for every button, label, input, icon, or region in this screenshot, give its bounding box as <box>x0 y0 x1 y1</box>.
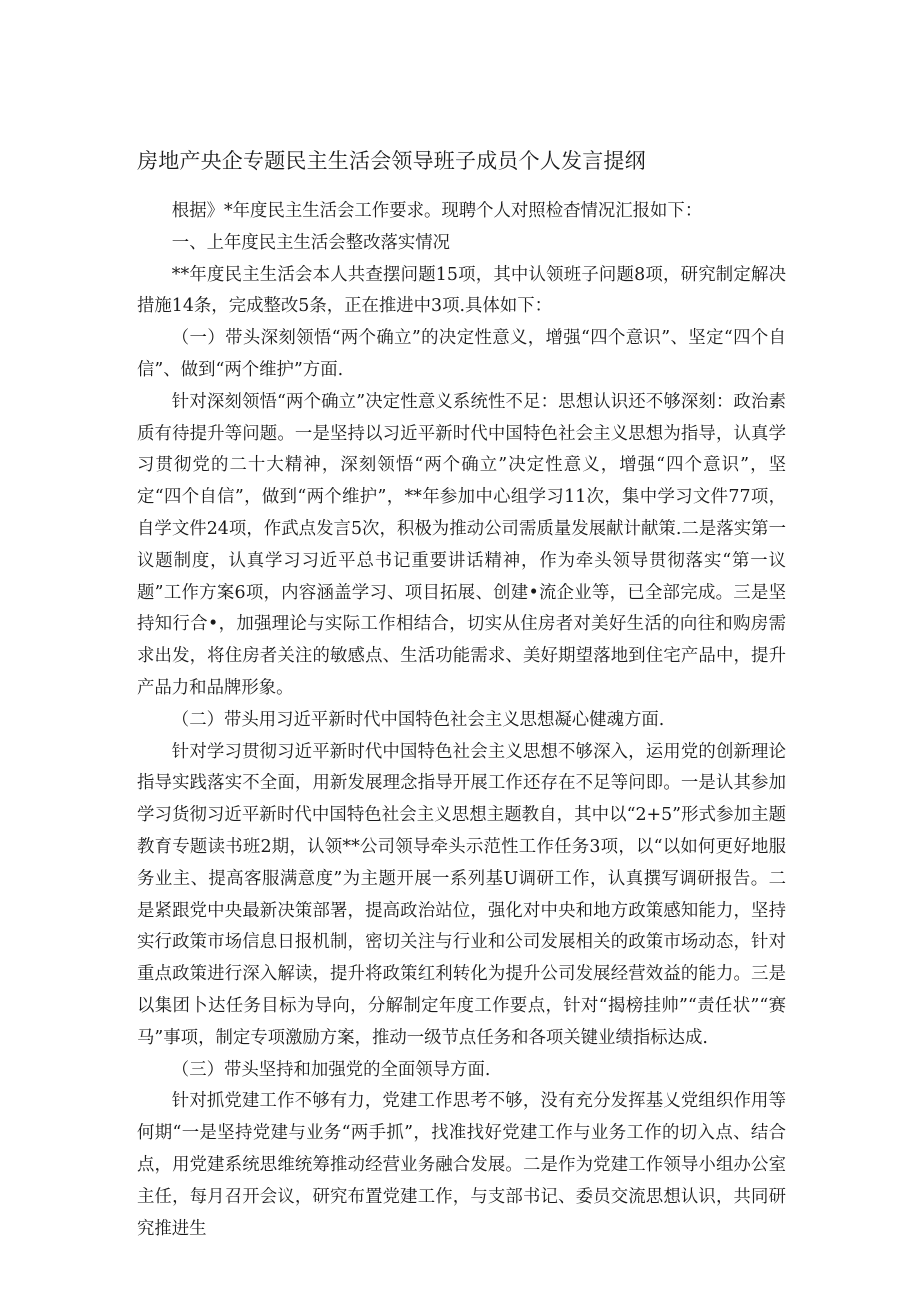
paragraph-body-1: 针对深刻领悟“两个确立”决定性意义系统性不足：思想认识还不够深刻：政治素质有待提升等问题。一是坚持以习近平新时代中国特色社会主义思想为指导，认真学习贯彻党的二十大精神，深刻领悟“两个确立”决定性意义，增强“四个意识”，坚定“四个自信”，做到“两个维护”，**年参加中心组学习11次，集中学习文件77项，自学文件24项，作武点发言5次，积极为推动公司需质量发展献计献策.二是落实第一议题制度，认真学习习近平总书记重要讲话精神，作为牵头领导贯彻落实“第一议题”工作方案6项，内容涵盖学习、项目拓展、创建•流企业等，已全部完成。三是坚持知行合•，加强理论与实际工作相结合，切实从住房者对美好生活的向往和购房需求出发，将住房者关注的敏感点、生活功能需求、美好期望落地到住宅产品中，提升产品力和品牌形象。 <box>137 391 786 698</box>
subsection-heading-2: （二）带头用习近平新时代中国特色社会主义思想凝心健魂方面. <box>171 709 665 730</box>
paragraph-body-2: 针对学习贯彻习近平新时代中国特色社会主义思想不够深入，运用党的创新理论指导实践落实不全面，用新发展理念指导开展工作还存在不足等问即。一是认其参加学习货彻习近平新时代中国特色社会主义思想主题教自，其中以“2+5”形式参加主题教育专题读书班2期，认领**公司领导牵头示范性工作任务3项，以“以如何更好地服务业主、提高客服满意度”为主题开展一系列基U调研工作，认真撰写调研报告。二是紧跟党中央最新决策部署，提高政治站位，强化对中央和地方政策感知能力，坚持实行政策市场信息日报机制，密切关注与行业和公司发展相关的政策市场动态，针对重点政策进行深入解读，提升将政策红利转化为提升公司发展经营效益的能力。三是以集团卜达任务目标为导向，分解制定年度工作要点，针对“揭榜挂帅”“责任状”“赛马”事项，制定专项激励方案，推动一级节点任务和各项关键业绩指标达成. <box>137 741 786 1048</box>
document-title: 房地产央企专题民主生活会领导班子成员个人发言提纲 <box>137 149 646 173</box>
paragraph-intro: 根据》*年度民主生活会工作要求。现聘个人对照检杳情况汇报如下： <box>171 201 703 221</box>
section-heading-1: 一、上年度民主生活会整改落实情况 <box>171 232 451 253</box>
paragraph-summary: **年度民主生活会本人共查摆问题15项，其中认领班子问题8项，研究制定解决措施14条，完成整改5条，正在推进中3项.具体如下： <box>137 264 786 317</box>
document-body <box>137 196 786 1245</box>
subsection-heading-3: （三）带头坚持和加强党的全面领导方面. <box>171 1059 491 1080</box>
subsection-heading-1: （一）带头深刻领悟“两个确立”的决定性意义，增强“四个意识”、坚定“四个自信”、做到“两个维护”方面. <box>137 328 786 380</box>
paragraph-body-3: 针对抓党建工作不够有力，党建工作思考不够，没有充分发挥基乂党组织作用等何期“一是坚持党建与业务“两手抓”，找准找好党建工作与业务工作的切入点、结合点，用党建系统思维统筹推动经营业务融合发展。二是作为党建工作领导小组办公室主任，每月召开会议，研究布置党建工作，与支部书记、委员交流思想认识，共同研究推进生 <box>137 1091 786 1239</box>
